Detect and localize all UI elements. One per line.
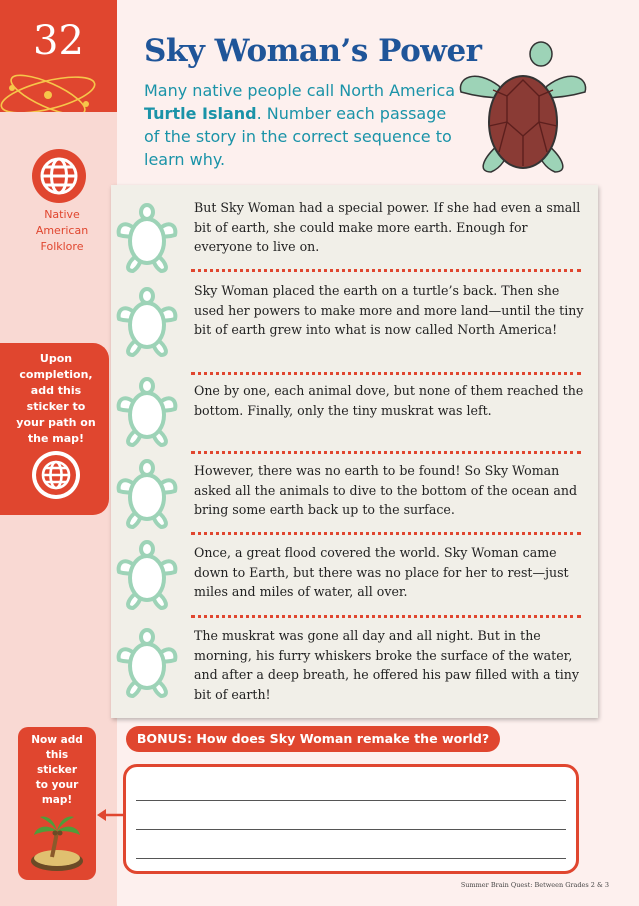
map-sticker-instruction bbox=[20, 733, 94, 808]
sticker-instruction-line: add this bbox=[30, 384, 82, 397]
globe-icon bbox=[31, 148, 87, 204]
map-sticker-line: map! bbox=[41, 794, 73, 806]
passage-text: One by one, each animal dove, but none of them reached the bottom. Finally, only the tiny muskrat was left. bbox=[194, 383, 584, 418]
turtle-outline-icon bbox=[115, 377, 179, 447]
answer-line[interactable] bbox=[136, 858, 566, 859]
passage-text: Sky Woman placed the earth on a turtle’s back. Then she used her powers to make more and more land—until the tiny bit of earth grew into what is now called North America! bbox=[194, 283, 584, 337]
topic-line-2: American bbox=[35, 224, 89, 237]
topic-line-3: Folklore bbox=[40, 240, 84, 253]
answer-line[interactable] bbox=[136, 829, 566, 830]
turtle-outline-icon bbox=[115, 628, 179, 698]
dotted-divider bbox=[191, 269, 581, 272]
footer-credit: Summer Brain Quest: Between Grades 2 & 3 bbox=[460, 881, 609, 889]
dotted-divider bbox=[191, 372, 581, 375]
topic-line-1: Native bbox=[44, 208, 80, 221]
sticker-instruction-line: Upon bbox=[39, 352, 73, 365]
bonus-answer-box[interactable] bbox=[123, 764, 579, 874]
map-sticker-panel bbox=[18, 727, 96, 880]
sticker-instruction-line: sticker to bbox=[26, 400, 86, 413]
sea-turtle-icon bbox=[455, 40, 595, 180]
dotted-divider bbox=[191, 615, 581, 618]
map-sticker-line: sticker bbox=[36, 764, 78, 776]
topic-label bbox=[20, 207, 104, 255]
bonus-question: BONUS: How does Sky Woman remake the world? bbox=[126, 726, 500, 752]
page-title: Sky Woman’s Power bbox=[144, 33, 482, 69]
map-sticker-line: to your bbox=[35, 779, 79, 791]
sticker-instruction-line: the map! bbox=[27, 432, 85, 445]
island-sticker-icon bbox=[24, 809, 90, 875]
sticker-instruction bbox=[6, 351, 106, 447]
turtle-outline-icon bbox=[115, 287, 179, 357]
dotted-divider bbox=[191, 451, 581, 454]
passage-text: But Sky Woman had a special power. If she had even a small bit of earth, she could make more earth. Enough for everyone to live on. bbox=[194, 200, 581, 254]
turtle-outline-icon bbox=[115, 540, 179, 610]
turtle-outline-icon bbox=[115, 459, 179, 529]
sticker-instruction-line: your path on bbox=[16, 416, 96, 429]
map-sticker-line: Now add bbox=[31, 734, 83, 746]
arrow-left-icon bbox=[97, 808, 123, 822]
intro-bold-term: Turtle Island bbox=[144, 104, 257, 123]
intro-text-start: Many native people call North America bbox=[144, 81, 456, 100]
passage-text: Once, a great flood covered the world. Sky Woman came down to Earth, but there was no place for her to rest—just miles and miles of water, all over. bbox=[194, 545, 569, 599]
story-passages-card bbox=[111, 185, 598, 718]
answer-line[interactable] bbox=[136, 800, 566, 801]
page-number-box bbox=[0, 0, 117, 112]
dotted-divider bbox=[191, 532, 581, 535]
intro-text bbox=[144, 79, 464, 171]
intro-text-end: . Number each passage of the story in the correct sequence to learn why. bbox=[144, 104, 452, 169]
sticker-instruction-line: completion, bbox=[19, 368, 93, 381]
map-sticker-line: this bbox=[45, 749, 69, 761]
turtle-outline-icon bbox=[115, 203, 179, 273]
passage-text: However, there was no earth to be found! So Sky Woman asked all the animals to dive to the bottom of the ocean and bring some earth back up to the surface. bbox=[194, 463, 578, 517]
passage-text: The muskrat was gone all day and all night. But in the morning, his furry whiskers broke the surface of the water, and after a deep breath, he offered his paw filled with a tiny bit of earth! bbox=[194, 628, 579, 702]
globe-sticker-icon bbox=[31, 450, 81, 500]
page-number: 32 bbox=[33, 18, 84, 64]
